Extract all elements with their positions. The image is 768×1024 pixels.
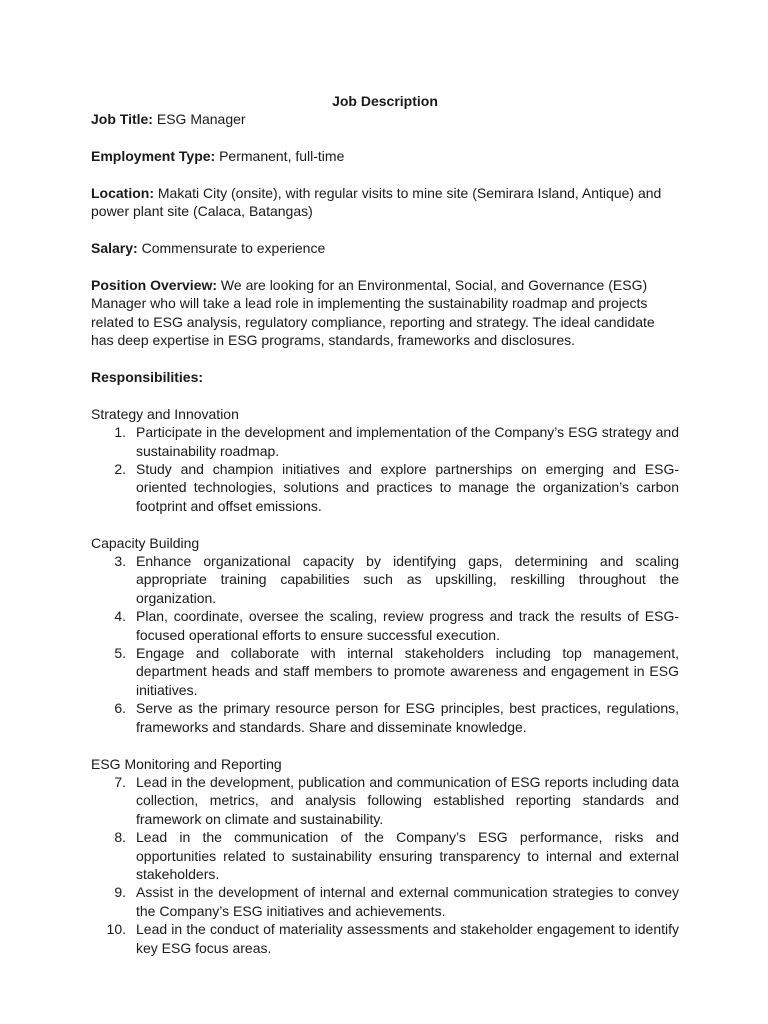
location-value: Makati City (onsite), with regular visits to mine site (Semirara Island, Antique) and power plant site (Calaca, Batangas) (91, 185, 662, 220)
group-title-strategy: Strategy and Innovation (91, 405, 239, 422)
item-number: 10. (106, 921, 126, 938)
item-text: Plan, coordinate, oversee the scaling, review progress and track the results of ESG-focused operational efforts to ensure successful execution. (136, 608, 679, 643)
item-number: 7. (114, 773, 126, 790)
item-number: 1. (114, 424, 126, 441)
item-text: Assist in the development of internal and external communication strategies to convey the Company’s ESG initiatives and achievements. (136, 884, 679, 919)
list-item (91, 828, 679, 883)
item-text: Lead in the communication of the Company’s ESG performance, risks and opportunities related to sustainability ensuring transparency to internal and external stakeholders. (136, 829, 679, 882)
list-item (91, 773, 679, 828)
salary-label: Salary: (91, 240, 138, 257)
salary-value: Commensurate to experience (137, 240, 326, 257)
list-item (91, 607, 679, 644)
employment-type-label: Employment Type: (91, 148, 216, 165)
item-text: Enhance organizational capacity by identifying gaps, determining and scaling appropriate training capabilities such as upskilling, reskilling throughout the organization. (136, 553, 679, 606)
list-item (91, 920, 679, 957)
location-label: Location: (91, 185, 154, 201)
responsibilities-heading: Responsibilities: (91, 369, 204, 386)
position-overview-value: We are looking for an Environmental, Social, and Governance (ESG) Manager who will take a lead role in implementing the sustainability roadmap and projects related to ESG analysis, regulatory compliance, reporting and strategy. The ideal candidate has deep expertise in ESG programs, standards, frameworks and disclosures. (91, 277, 655, 349)
item-text: Lead in the development, publication and communication of ESG reports including data collection, metrics, and analysis following established reporting standards and framework on climate and sustainability. (136, 773, 679, 827)
job-title-value: ESG Manager (152, 111, 246, 128)
item-text: Participate in the development and implementation of the Company’s ESG strategy and sustainability roadmap. (136, 424, 679, 459)
item-number: 2. (114, 461, 126, 478)
list-item (91, 460, 679, 515)
position-overview-field (91, 276, 679, 350)
item-number: 6. (114, 700, 126, 717)
job-title-label: Job Title: (91, 111, 153, 128)
group-title-capacity: Capacity Building (91, 534, 200, 551)
list-item (91, 699, 679, 736)
item-text: Lead in the conduct of materiality assessments and stakeholder engagement to identify key ESG focus areas. (136, 921, 679, 956)
document-title: Job Description (332, 93, 438, 109)
item-text: Study and champion initiatives and explore partnerships on emerging and ESG-oriented technologies, solutions and practices to manage the organization’s carbon footprint and offset emissions. (136, 461, 679, 514)
location-field (91, 184, 679, 221)
responsibility-list-strategy (91, 423, 679, 515)
employment-type-field (91, 147, 679, 165)
salary-field (91, 239, 679, 257)
item-text: Serve as the primary resource person for ESG principles, best practices, regulations, frameworks and standards. Share and disseminate knowledge. (136, 700, 679, 735)
list-item (91, 423, 679, 460)
responsibility-list-capacity (91, 552, 679, 736)
item-number: 8. (114, 829, 126, 846)
group-title-monitoring: ESG Monitoring and Reporting (91, 755, 282, 772)
item-number: 4. (114, 608, 126, 625)
position-overview-label: Position Overview: (91, 277, 218, 293)
item-number: 9. (114, 884, 126, 901)
list-item (91, 883, 679, 920)
document-body (91, 92, 679, 975)
list-item (91, 552, 679, 607)
item-text: Engage and collaborate with internal stakeholders including top management, department heads and staff members to promote awareness and engagement in ESG initiatives. (136, 645, 679, 698)
employment-type-value: Permanent, full-time (215, 148, 345, 165)
item-number: 3. (114, 553, 126, 570)
job-title-field (91, 110, 679, 128)
list-item (91, 644, 679, 699)
item-number: 5. (114, 645, 126, 662)
responsibility-list-monitoring (91, 773, 679, 957)
